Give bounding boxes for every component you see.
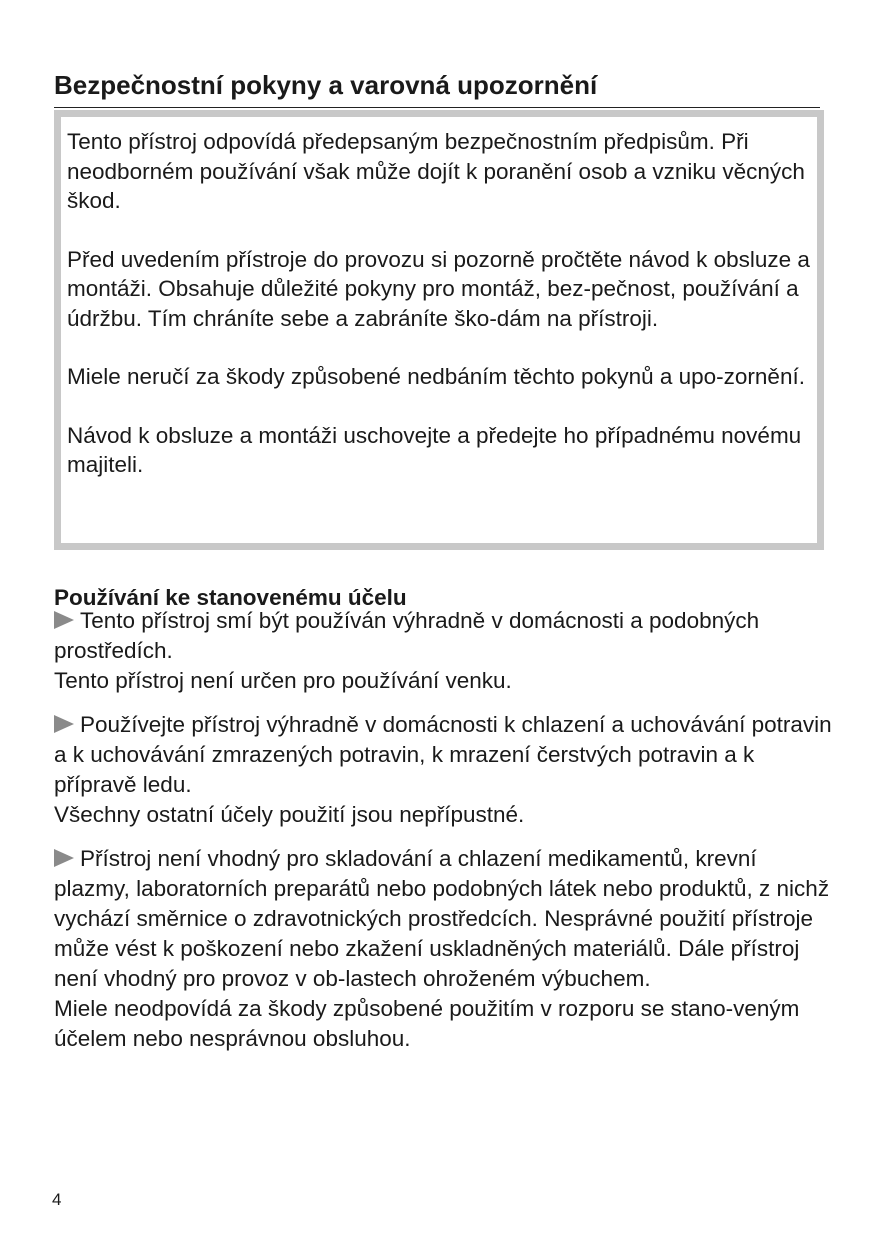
bullet-arrow-icon — [54, 849, 74, 867]
section-heading: Používání ke stanovenému účelu — [54, 584, 407, 610]
page-number: 4 — [52, 1190, 62, 1209]
list-item — [54, 606, 834, 696]
safety-notice-box — [54, 110, 824, 550]
notice-paragraph: Tento přístroj odpovídá předepsaným bezpečnostním předpisům. Při neodborném používání však může dojít k poranění osob a vzniku věcných škod. — [67, 129, 805, 213]
intended-use-list — [54, 606, 834, 1068]
bullet-text: Tento přístroj smí být používán výhradně v domácnosti a podobných prostředích. — [54, 608, 760, 663]
page-heading: Bezpečnostní pokyny a varovná upozornění — [54, 67, 820, 108]
bullet-arrow-icon — [54, 715, 74, 733]
bullet-note: Tento přístroj není určen pro používání venku. — [54, 668, 512, 693]
notice-paragraph: Miele neručí za škody způsobené nedbáním těchto pokynů a upo-zornění. — [67, 364, 805, 389]
bullet-text: Přístroj není vhodný pro skladování a chlazení medikamentů, krevní plazmy, laboratorních preparátů nebo podobných látek nebo produktů, z nichž vychází směrnice o zdravotnických prostředcích. Nesprávné použití přístroje může vést k poškození nebo zkažení uskladněných materiálů. Dále přístroj není vhodný pro provoz v ob-lastech ohroženém výbuchem. — [54, 846, 830, 991]
bullet-note: Všechny ostatní účely použití jsou nepřípustné. — [54, 802, 525, 827]
bullet-text: Používejte přístroj výhradně v domácnosti k chlazení a uchovávání potravin a k uchovávání zmrazených potravin, k mrazení čerstvých potravin a k přípravě ledu. — [54, 712, 832, 797]
notice-paragraph: Před uvedením přístroje do provozu si pozorně pročtěte návod k obsluze a montáži. Obsahuje důležité pokyny pro montáž, bez-pečnost, používání a údržbu. Tím chráníte sebe a zabráníte ško-dám na přístroji. — [67, 246, 810, 331]
list-item — [54, 710, 834, 830]
bullet-note: Miele neodpovídá za škody způsobené použitím v rozporu se stano-veným účelem nebo nesprávnou obsluhou. — [54, 996, 800, 1051]
list-item — [54, 844, 834, 1054]
notice-paragraph: Návod k obsluze a montáži uschovejte a předejte ho případnému novému majiteli. — [67, 422, 802, 477]
bullet-arrow-icon — [54, 611, 74, 629]
